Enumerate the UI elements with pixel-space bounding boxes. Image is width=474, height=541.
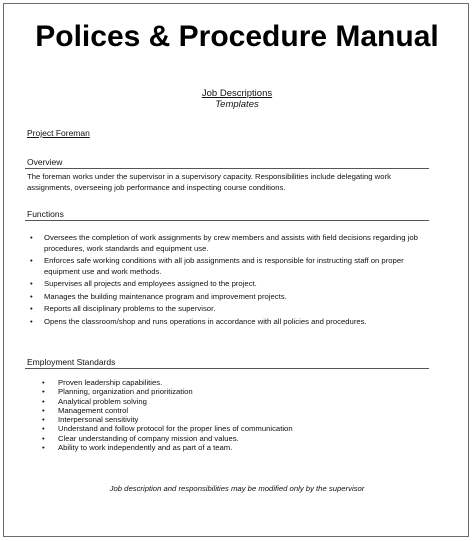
functions-list [27,233,427,329]
function-text: Opens the classroom/shop and runs operations in accordance with all policies and procedures. [44,316,367,326]
list-item [40,443,420,452]
employment-standards-divider [25,368,429,369]
bullet-icon: • [42,415,45,425]
standard-text: Analytical problem solving [58,396,147,406]
bullet-icon: • [30,304,33,313]
bullet-icon: • [30,256,33,265]
list-item [27,279,427,290]
standard-text: Management control [58,405,129,415]
bullet-icon: • [30,233,33,242]
bullet-icon: • [42,443,45,453]
list-item [27,256,427,277]
bullet-icon: • [42,378,45,387]
list-item [40,378,420,387]
function-text: Enforces safe working conditions with all job assignments and is responsible for instructing staff on proper equipment use and work methods. [44,256,404,276]
list-item [40,397,420,406]
document-subheading: Templates [215,99,259,110]
function-text: Oversees the completion of work assignments by crew members and assists with field decisions regarding job procedures, work standards and equipment use. [44,233,418,253]
functions-label: Functions [27,209,64,219]
footer-note: Job description and responsibilities may be modified only by the supervisor [109,484,365,493]
employment-standards-list [40,378,420,452]
overview-divider [25,168,429,169]
list-item [40,406,420,415]
standard-text: Proven leadership capabilities. [58,378,163,387]
bullet-icon: • [30,291,33,301]
list-item [40,415,420,424]
standard-text: Understand and follow protocol for the proper lines of communication [58,424,293,434]
bullet-icon: • [42,424,45,434]
bullet-icon: • [42,396,45,406]
standard-text: Ability to work independently and as part of a team. [58,443,233,453]
list-item [27,304,427,315]
function-text: Manages the building maintenance program and improvement projects. [44,291,287,301]
standard-text: Planning, organization and prioritization [58,387,193,397]
bullet-icon: • [42,405,45,415]
document-heading: Job Descriptions [201,88,273,99]
list-item [27,233,427,254]
employment-standards-label: Employment Standards [27,357,116,367]
list-item [40,434,420,443]
overview-text: The foreman works under the supervisor in a supervisory capacity. Responsibilities include delegating work assignments, overseeing job performance and inspecting course conditions. [27,172,391,192]
bullet-icon: • [42,433,45,443]
list-item [40,424,420,433]
list-item [40,387,420,396]
job-role-title: Project Foreman [27,128,90,138]
page-title: Polices & Procedure Manual [35,20,439,53]
bullet-icon: • [30,279,33,288]
bullet-icon: • [30,316,33,326]
bullet-icon: • [42,387,45,397]
list-item [27,292,427,303]
function-text: Reports all disciplinary problems to the supervisor. [44,304,216,313]
functions-divider [25,220,429,221]
standard-text: Interpersonal sensitivity [58,415,139,425]
overview-label: Overview [27,157,63,167]
function-text: Supervises all projects and employees assigned to the project. [44,279,257,288]
standard-text: Clear understanding of company mission and values. [58,433,239,443]
list-item [27,317,427,328]
